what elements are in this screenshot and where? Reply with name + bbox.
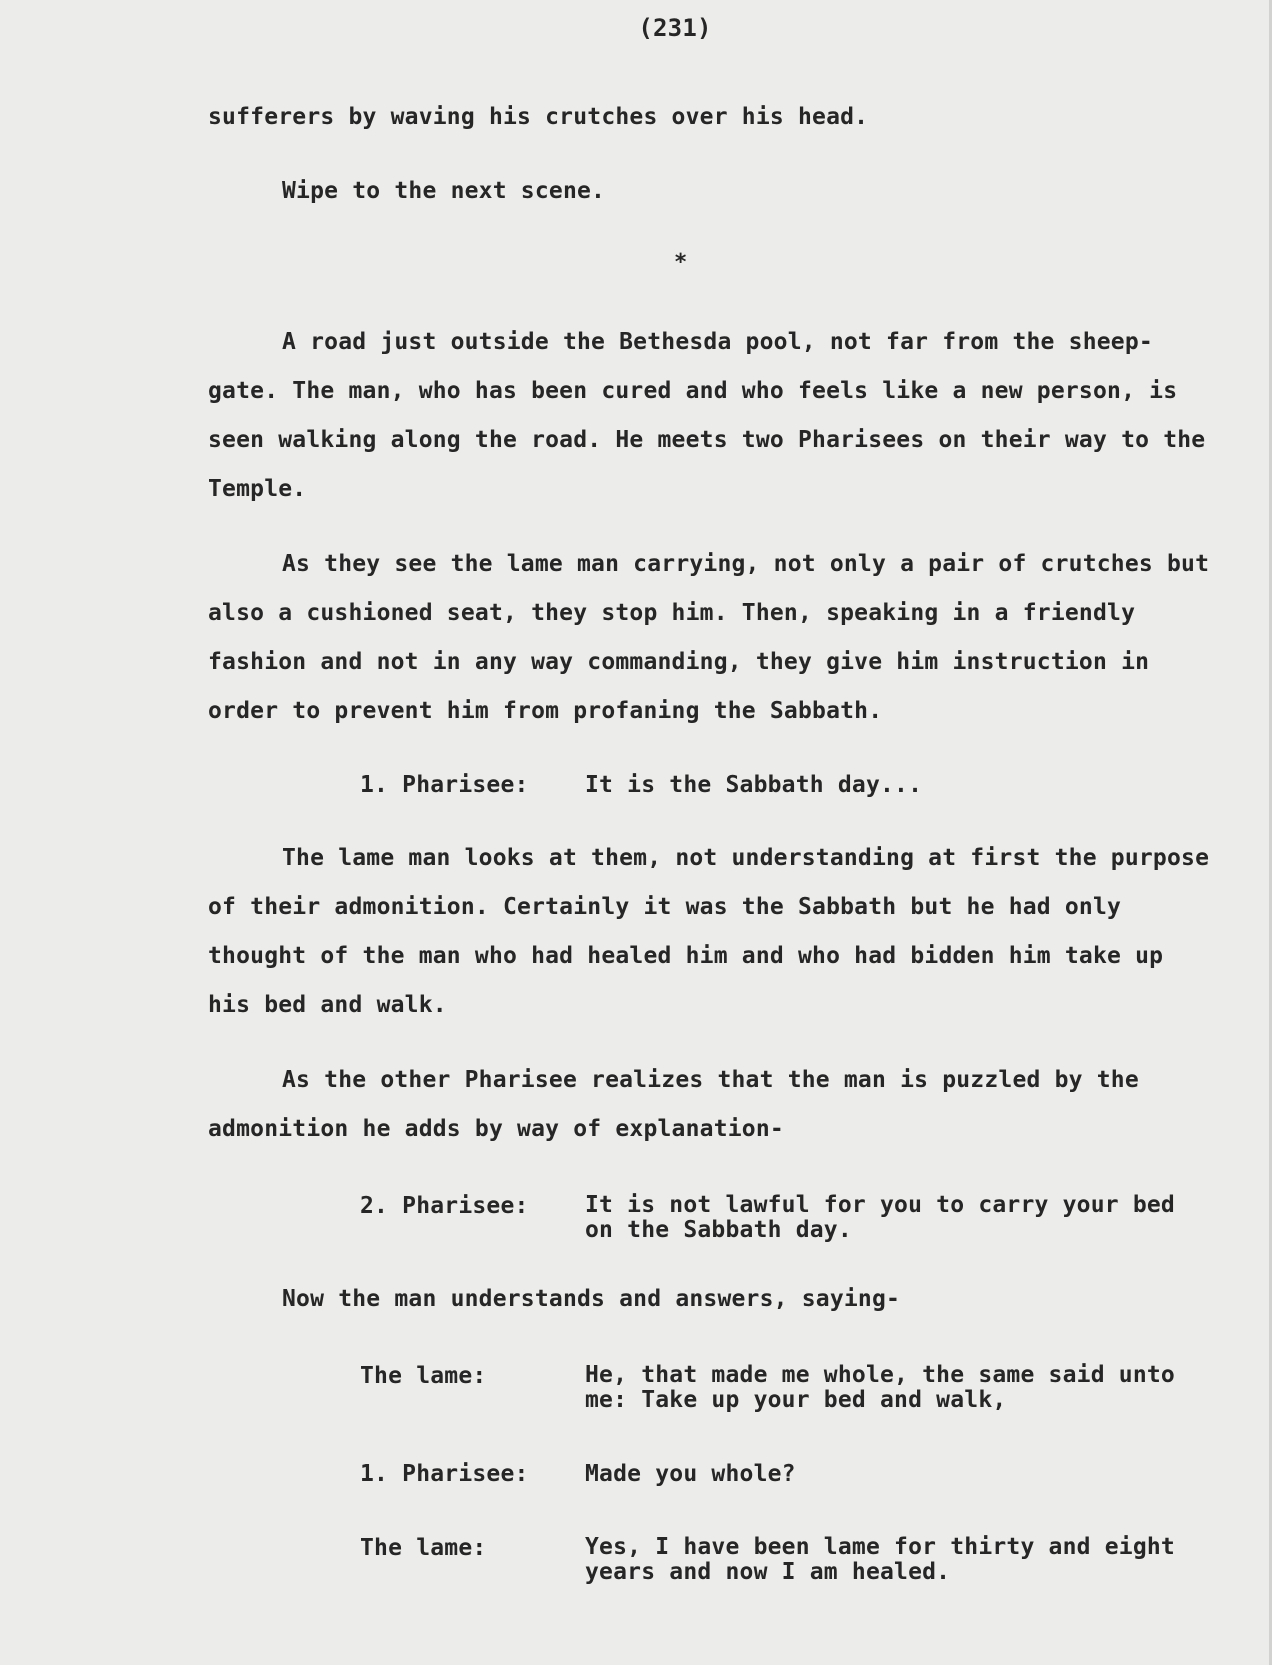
speech-text: It is the Sabbath day... bbox=[585, 772, 923, 798]
paragraph-text: As the other Pharisee realizes that the man is puzzled by the admonition he adds by way of explanation- bbox=[208, 1067, 1139, 1142]
speech-text: It is not lawful for you to carry your bed on the Sabbath day. bbox=[585, 1192, 1175, 1243]
text-line: Now the man understands and answers, saying- bbox=[282, 1286, 901, 1312]
paragraph bbox=[208, 318, 1218, 514]
speech-text: He, that made me whole, the same said unto me: Take up your bed and walk, bbox=[585, 1362, 1175, 1413]
speaker-label: The lame: bbox=[360, 1535, 487, 1561]
speaker-label: The lame: bbox=[360, 1363, 487, 1389]
speaker-label: 1. Pharisee: bbox=[360, 772, 529, 798]
paragraph-text: As they see the lame man carrying, not only a pair of crutches but also a cushioned seat, they stop him. Then, speaking in a friendly fashion and not in any way commanding, they give him instruction in order to prevent him from profaning the Sabbath. bbox=[208, 551, 1210, 724]
speech-text: Yes, I have been lame for thirty and eight years and now I am healed. bbox=[585, 1534, 1175, 1585]
paragraph-text: A road just outside the Bethesda pool, not far from the sheep-gate. The man, who has been cured and who feels like a new person, is seen walking along the road. He meets two Pharisees on their way to the Temple. bbox=[208, 329, 1206, 502]
paragraph-text: The lame man looks at them, not understanding at first the purpose of their admonition. Certainly it was the Sabbath but he had only thought of the man who had healed him and who had bidden him take up his bed and walk. bbox=[208, 845, 1210, 1018]
speaker-label: 2. Pharisee: bbox=[360, 1193, 529, 1219]
speaker-label: 1. Pharisee: bbox=[360, 1461, 529, 1487]
paragraph bbox=[208, 834, 1218, 1030]
scene-separator: * bbox=[674, 250, 688, 275]
speech-text: Made you whole? bbox=[585, 1461, 796, 1487]
text-line: sufferers by waving his crutches over his head. bbox=[208, 104, 869, 130]
paragraph bbox=[208, 540, 1218, 736]
scene-direction: Wipe to the next scene. bbox=[282, 178, 606, 204]
page-number: (231) bbox=[638, 14, 712, 42]
paragraph bbox=[208, 1056, 1218, 1154]
